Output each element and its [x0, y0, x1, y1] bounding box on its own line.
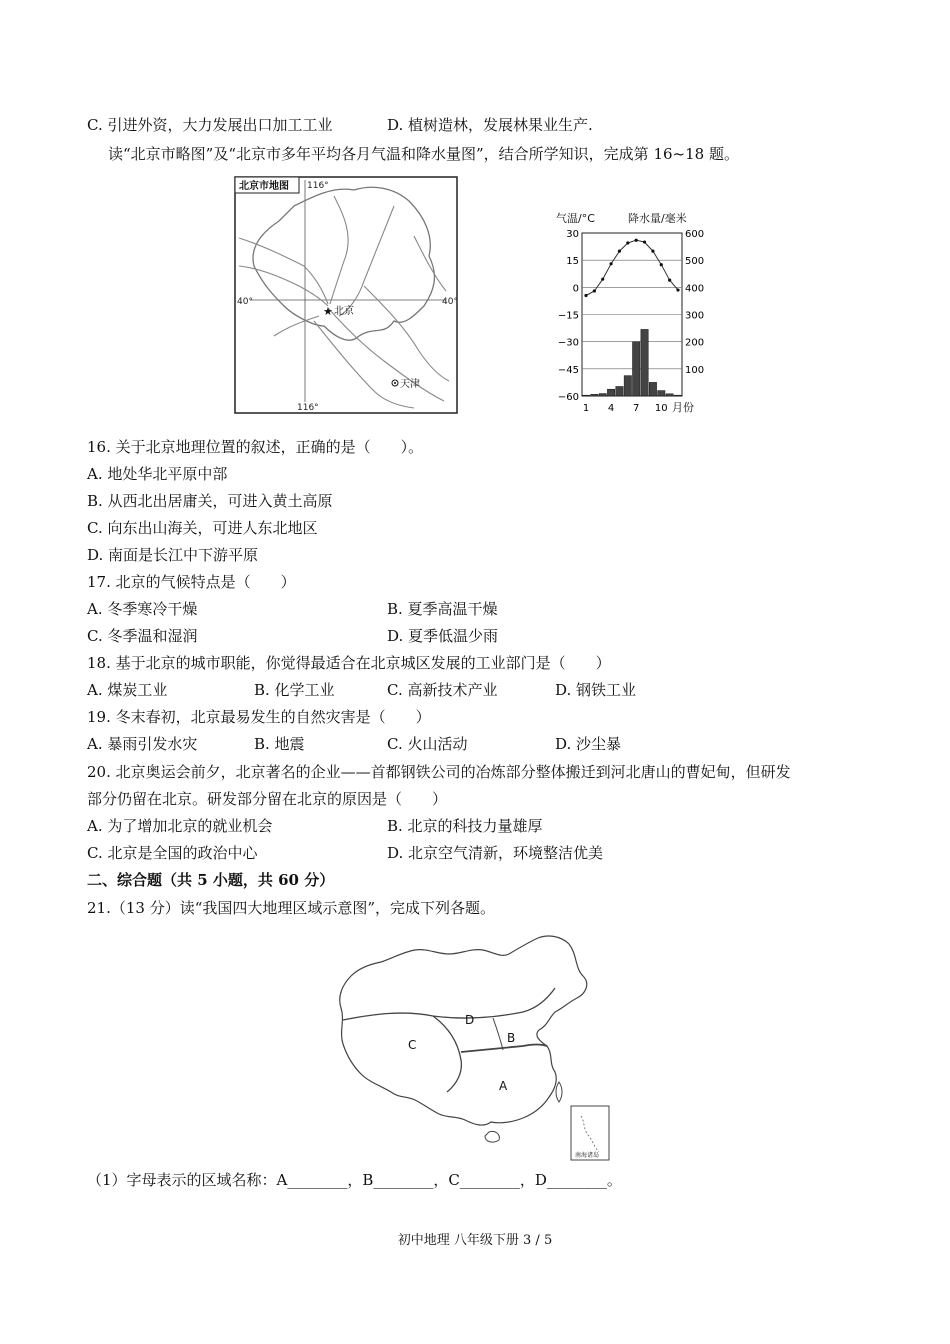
precip-bar [607, 389, 614, 396]
right-tick-label: 100 [685, 364, 705, 376]
region-label-a: A [499, 1079, 508, 1093]
q19-option-d: D. 沙尘暴 [555, 735, 622, 753]
precip-bar [666, 394, 673, 396]
precip-bar [633, 342, 640, 396]
region-label-b: B [507, 1031, 516, 1045]
left-tick-label: 15 [566, 256, 579, 268]
q21-stem: 21.（13 分）读“我国四大地理区域示意图”，完成下列各题。 [87, 899, 496, 917]
temp-point [635, 239, 638, 242]
taiwan-island [556, 1082, 562, 1102]
q20-option-a: A. 为了增加北京的就业机会 [87, 817, 273, 835]
q20-option-d: D. 北京空气清新，环境整洁优美 [387, 844, 604, 862]
page-footer: 初中地理 八年级下册 3 / 5 [397, 1233, 553, 1248]
lon-bottom-label: 116° [297, 403, 319, 413]
beijing-star-icon: ★ [323, 305, 333, 318]
option-15d: D. 植树造林，发展林果业生产. [387, 116, 593, 134]
x-tick-label: 1 [582, 403, 590, 414]
q19-option-a: A. 暴雨引发水灾 [87, 735, 198, 753]
q20-stem-line2: 部分仍留在北京。研发部分留在北京的原因是（ ） [87, 790, 448, 808]
precip-bar [616, 386, 623, 396]
q17-option-d: D. 夏季低温少雨 [387, 627, 499, 645]
left-ticks [558, 229, 579, 403]
inset-label: 南海诸岛 [575, 1152, 600, 1159]
lat-left-label: 40° [237, 297, 253, 307]
right-tick-label: 200 [685, 337, 705, 349]
temp-point [643, 240, 646, 243]
temp-point [609, 262, 612, 265]
china-regions-map [333, 932, 613, 1164]
left-tick-label: −15 [557, 310, 579, 322]
precip-bar [658, 391, 665, 396]
q20-option-b: B. 北京的科技力量雄厚 [387, 817, 543, 835]
china-outline [340, 936, 587, 1125]
section-2-heading: 二、综合题（共 5 小题，共 60 分） [87, 871, 335, 889]
precip-bar [674, 395, 681, 396]
precip-bar [599, 394, 606, 396]
temp-point [626, 241, 629, 244]
right-tick-label: 500 [685, 256, 705, 268]
q17-option-c: C. 冬季温和湿润 [87, 627, 198, 645]
temp-point [651, 250, 654, 253]
temp-point [660, 263, 663, 266]
q16-option-c: C. 向东出山海关，可进人东北地区 [87, 519, 318, 537]
precip-bar [624, 376, 631, 396]
temp-point [676, 288, 679, 291]
climate-chart [548, 206, 705, 418]
map-title: 北京市地图 [239, 181, 289, 192]
region-label-c: C [408, 1038, 417, 1052]
left-tick-label: 0 [572, 283, 579, 295]
q18-option-a: A. 煤炭工业 [87, 681, 168, 699]
beijing-label: 北京 [334, 306, 354, 317]
lat-right-label: 40° [442, 297, 458, 307]
temp-point [584, 294, 587, 297]
temp-points [584, 239, 679, 297]
hainan-island [485, 1131, 499, 1142]
region-label-d: D [465, 1013, 475, 1027]
q16-stem: 16. 关于北京地理位置的叙述，正确的是（ ）。 [87, 438, 424, 456]
x-axis-label: 月份 [672, 401, 694, 414]
q21-sub1: （1）字母表示的区域名称：A________，B________，C________，D________。 [87, 1171, 622, 1189]
x-tick-label: 10 [654, 403, 668, 414]
temp-point [601, 278, 604, 281]
q18-stem: 18. 基于北京的城市职能，你觉得最适合在北京城区发展的工业部门是（ ） [87, 654, 611, 672]
precip-bars [582, 329, 681, 396]
tianjin-label: 天津 [400, 379, 420, 390]
q20-option-c: C. 北京是全国的政治中心 [87, 844, 258, 862]
option-15c: C. 引进外资，大力发展出口加工工业 [87, 116, 333, 134]
right-ticks [685, 229, 704, 376]
x-ticks [583, 403, 668, 414]
right-tick-label: 400 [685, 283, 705, 295]
q16-option-d: D. 南面是长江中下游平原 [87, 546, 259, 564]
x-tick-label: 7 [632, 403, 640, 414]
q20-stem-line1: 20. 北京奥运会前夕，北京著名的企业——首都钢铁公司的冶炼部分整体搬迁到河北唐山的曹妃甸，但研发 [87, 763, 791, 781]
lon-top-label: 116° [307, 181, 329, 191]
q17-stem: 17. 北京的气候特点是（ ） [87, 573, 296, 591]
intro-text: 读“北京市略图”及“北京市多年平均各月气温和降水量图”，结合所学知识，完成第 16~18 题。 [108, 145, 739, 163]
q19-option-b: B. 地震 [254, 735, 305, 753]
q18-option-d: D. 钢铁工业 [555, 681, 637, 699]
q16-option-b: B. 从西北出居庸关，可进入黄土高原 [87, 492, 333, 510]
q18-option-c: C. 高新技术产业 [387, 681, 498, 699]
left-tick-label: −45 [557, 364, 579, 376]
precip-bar [591, 394, 598, 396]
left-axis-label: 气温/°C [556, 212, 595, 225]
temp-point [668, 278, 671, 281]
beijing-map [234, 176, 458, 414]
temp-point [618, 250, 621, 253]
q19-option-c: C. 火山活动 [387, 735, 468, 753]
q16-option-a: A. 地处华北平原中部 [87, 465, 228, 483]
left-tick-label: −60 [557, 392, 579, 403]
right-tick-label: 300 [685, 310, 705, 322]
q17-option-a: A. 冬季寒冷干燥 [87, 600, 198, 618]
q19-stem: 19. 冬末春初，北京最易发生的自然灾害是（ ） [87, 708, 431, 726]
left-tick-label: 30 [566, 229, 579, 240]
temp-point [593, 289, 596, 292]
x-tick-label: 4 [607, 403, 615, 414]
right-axis-label: 降水量/毫米 [628, 212, 687, 225]
gridlines [582, 260, 682, 369]
right-tick-label: 600 [685, 229, 705, 240]
left-tick-label: −30 [557, 337, 579, 349]
precip-bar [641, 329, 648, 396]
q17-option-b: B. 夏季高温干燥 [387, 600, 498, 618]
q18-option-b: B. 化学工业 [254, 681, 335, 699]
precip-bar [649, 382, 656, 396]
precip-bar [582, 395, 589, 396]
